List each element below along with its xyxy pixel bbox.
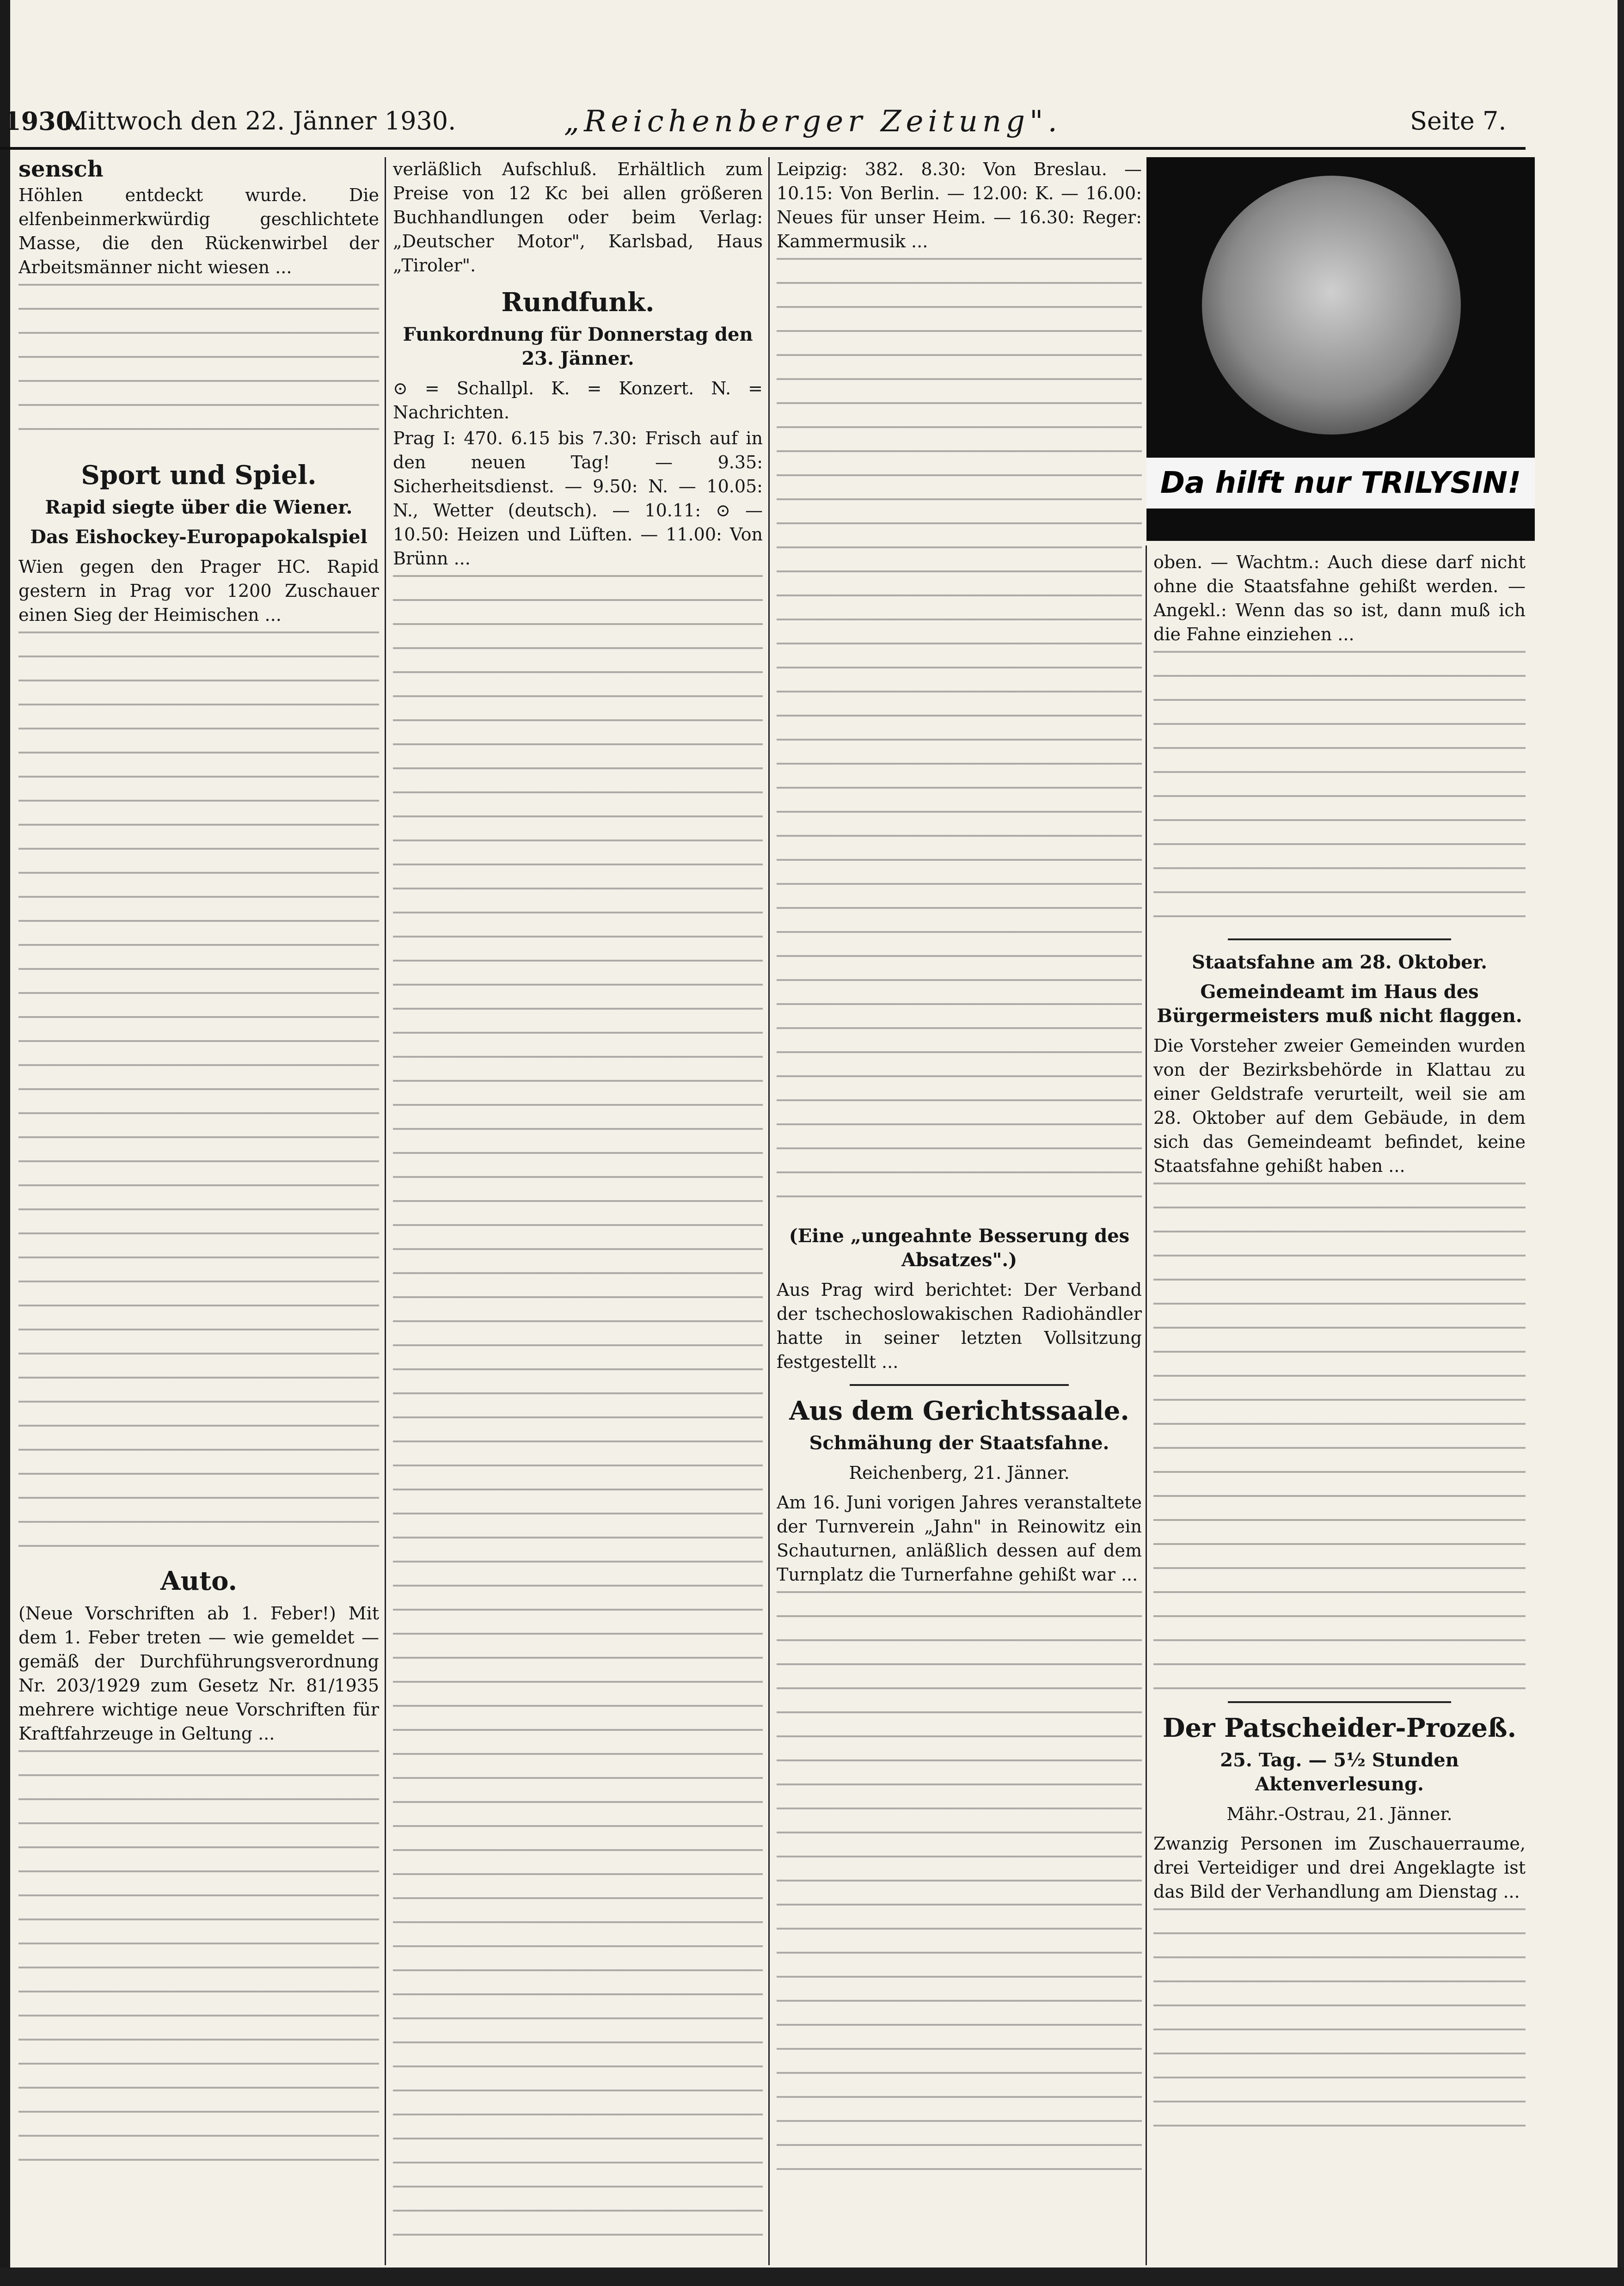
issue-date: Mittwoch den 22. Jänner 1930. [62, 106, 456, 135]
section-separator [850, 1384, 1069, 1386]
article-subheadline: 25. Tag. — 5½ Stunden Aktenverlesung. [1220, 1749, 1459, 1795]
section-heading-radio: Rundfunk. [501, 287, 655, 318]
radio-schedule-text: Leipzig: 382. 8.30: Von Breslau. — 10.15: Von Berlin. — 12.00: K. — 16.00: Neues für unser Heim. — 16.30: Reger: Kammermusik ... [777, 159, 1142, 251]
article-text: verläßlich Aufschluß. Erhältlich zum Preise von 12 Kc bei allen größeren Buchhandlungen oder beim Verlag: „Deutscher Motor", Karlsbad, Haus „Tiroler". [393, 159, 763, 276]
illegible-text-block [18, 284, 379, 450]
column-2 [393, 157, 763, 2265]
illegible-text-block [1153, 1908, 1526, 2139]
illegible-text-block [1153, 651, 1526, 928]
section-heading-sport: Sport und Spiel. [81, 460, 317, 490]
column-1 [18, 157, 379, 2265]
article-subheadline: Gemeindeamt im Haus des Bürgermeisters muß nicht flaggen. [1157, 981, 1522, 1027]
illegible-text-block [777, 1591, 1142, 2192]
article-text: Zwanzig Personen im Zuschauerraume, drei Verteidiger und drei Angeklagte ist das Bild der Verhandlung am Dienstag ... [1153, 1833, 1526, 1902]
article-text: Am 16. Juni vorigen Jahres veranstaltete der Turnverein „Jahn" in Reinowitz ein Schauturnen, anläßlich dessen auf dem Turnplatz die Turnerfahne gehißt war ... [777, 1492, 1142, 1585]
trilysin-advertisement [1146, 157, 1535, 541]
section-heading-court: Aus dem Gerichtssaale. [789, 1396, 1129, 1426]
illegible-text-block [393, 575, 763, 2239]
masthead [0, 102, 1526, 148]
column-rule [385, 157, 386, 2265]
article-subheadline: Das Eishockey-Europapokalspiel [30, 526, 368, 548]
article-text: Aus Prag wird berichtet: Der Verband der tschechoslowakischen Radiohändler hatte in seiner letzten Vollsitzung festgestellt ... [777, 1280, 1142, 1372]
scan-edge-right [1618, 0, 1624, 2286]
face-illustration [1202, 176, 1461, 435]
cut-headline-fragment: sensch [18, 157, 104, 182]
article-text: Wien gegen den Prager HC. Rapid gestern in Prag vor 1200 Zuschauer einen Sieg der Heimischen ... [18, 557, 379, 625]
dateline: Mähr.-Ostrau, 21. Jänner. [1226, 1804, 1452, 1824]
column-3 [777, 157, 1142, 2265]
radio-program-date: Funkordnung für Donnerstag den 23. Jänner. [403, 324, 753, 369]
column-rule [1146, 545, 1147, 2265]
article-text: Höhlen entdeckt wurde. Die elfenbeinmerkwürdig geschlichtete Masse, die den Rückenwirbel der Arbeitsmänner nicht wiesen ... [18, 185, 379, 277]
article-text: (Neue Vorschriften ab 1. Feber!) Mit dem 1. Feber treten — wie gemeldet — gemäß der Durchführungsverordnung Nr. 203/1929 zum Gesetz Nr. 81/1935 mehrere wichtige neue Vorschriften für Kraftfahrzeuge in Geltung ... [18, 1603, 379, 1744]
section-heading-auto: Auto. [160, 1566, 237, 1596]
section-separator [1228, 1701, 1451, 1703]
column-rule [768, 157, 770, 2265]
column-4 [1153, 550, 1526, 2261]
radio-schedule-text: Prag I: 470. 6.15 bis 7.30: Frisch auf in den neuen Tag! — 9.35: Sicherheitsdienst. — 9.50: N. — 10.05: N., Wetter (deutsch). — 10.11: ⊙ — 10.50: Heizen und Lüften. — 11.00: Von Brünn ... [393, 428, 763, 569]
illegible-text-block [18, 1750, 379, 2166]
newspaper-title: „Reichenberger Zeitung". [564, 104, 1062, 139]
article-text: oben. — Wachtm.: Auch diese darf nicht ohne die Staatsfahne gehißt werden. — Angekl.: Wenn das so ist, dann muß ich die Fahne einziehen ... [1153, 552, 1526, 644]
ad-slogan: Da hilft nur TRILYSIN! [1146, 458, 1535, 509]
illegible-text-block [777, 258, 1142, 1220]
article-headline: Der Patscheider-Prozeß. [1162, 1713, 1517, 1743]
article-headline: (Eine „ungeahnte Besserung des Absatzes".) [789, 1225, 1130, 1271]
article-text: Die Vorsteher zweier Gemeinden wurden von der Bezirksbehörde in Klattau zu einer Geldstrafe verurteilt, weil sie am 28. Oktober auf dem Gebäude, in dem sich das Gemeindeamt befindet, keine Staatsfahne gehißt haben ... [1153, 1036, 1526, 1176]
masthead-rule [0, 147, 1526, 150]
article-headline: Rapid siegte über die Wiener. [45, 496, 353, 518]
article-headline: Schmähung der Staatsfahne. [809, 1432, 1109, 1454]
year-fragment: 1930. [4, 106, 82, 136]
section-separator [1228, 938, 1451, 940]
dateline: Reichenberg, 21. Jänner. [849, 1463, 1070, 1483]
page-number: Seite 7. [1410, 106, 1507, 135]
illegible-text-block [18, 631, 379, 1556]
radio-legend: ⊙ = Schallpl. K. = Konzert. N. = Nachrichten. [393, 378, 763, 423]
illegible-text-block [1153, 1183, 1526, 1691]
scan-edge-bottom [0, 2268, 1624, 2286]
scan-edge-left [0, 0, 10, 2286]
article-headline: Staatsfahne am 28. Oktober. [1191, 951, 1487, 973]
